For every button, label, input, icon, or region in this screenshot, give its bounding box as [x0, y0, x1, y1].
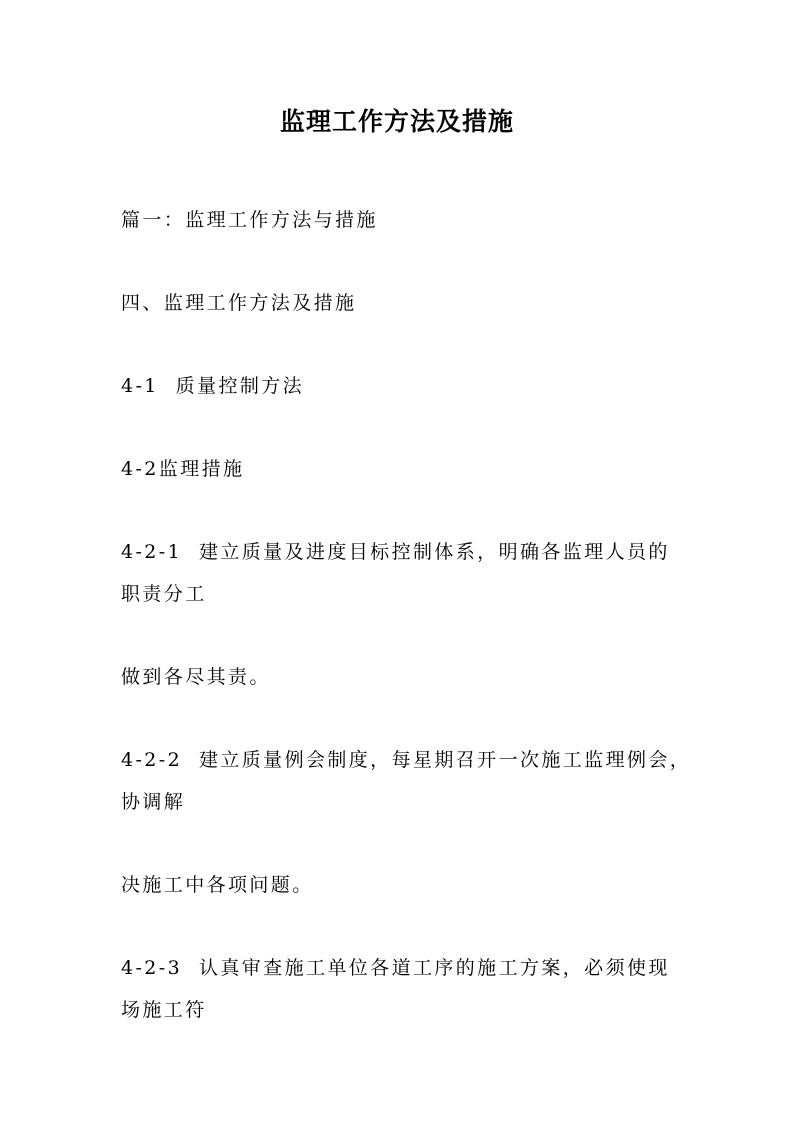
subsection-4-1: 4-1 质量控制方法	[121, 375, 305, 397]
paragraph-4-2-1-line-2: 职责分工	[121, 583, 207, 605]
paragraph-4-2-3-line-1: 4-2-3 认真审查施工单位各道工序的施工方案，必须使现	[121, 957, 670, 979]
section-heading-4: 四、监理工作方法及措施	[121, 292, 357, 314]
paragraph-4-2-2-line-1: 4-2-2 建立质量例会制度，每星期召开一次施工监理例会，	[121, 749, 692, 771]
paragraph-4-2-1-line-3: 做到各尽其责。	[121, 666, 271, 688]
paragraph-4-2-1-line-1: 4-2-1 建立质量及进度目标控制体系，明确各监理人员的	[121, 541, 670, 563]
section-heading-part-1: 篇一：监理工作方法与措施	[121, 209, 378, 231]
paragraph-4-2-2-line-2: 协调解	[121, 791, 186, 813]
paragraph-4-2-2-line-3: 决施工中各项问题。	[121, 874, 314, 896]
subsection-4-2: 4-2监理措施	[121, 458, 245, 480]
paragraph-4-2-3-line-2: 场施工符	[121, 999, 207, 1021]
document-title: 监理工作方法及措施	[279, 107, 514, 136]
